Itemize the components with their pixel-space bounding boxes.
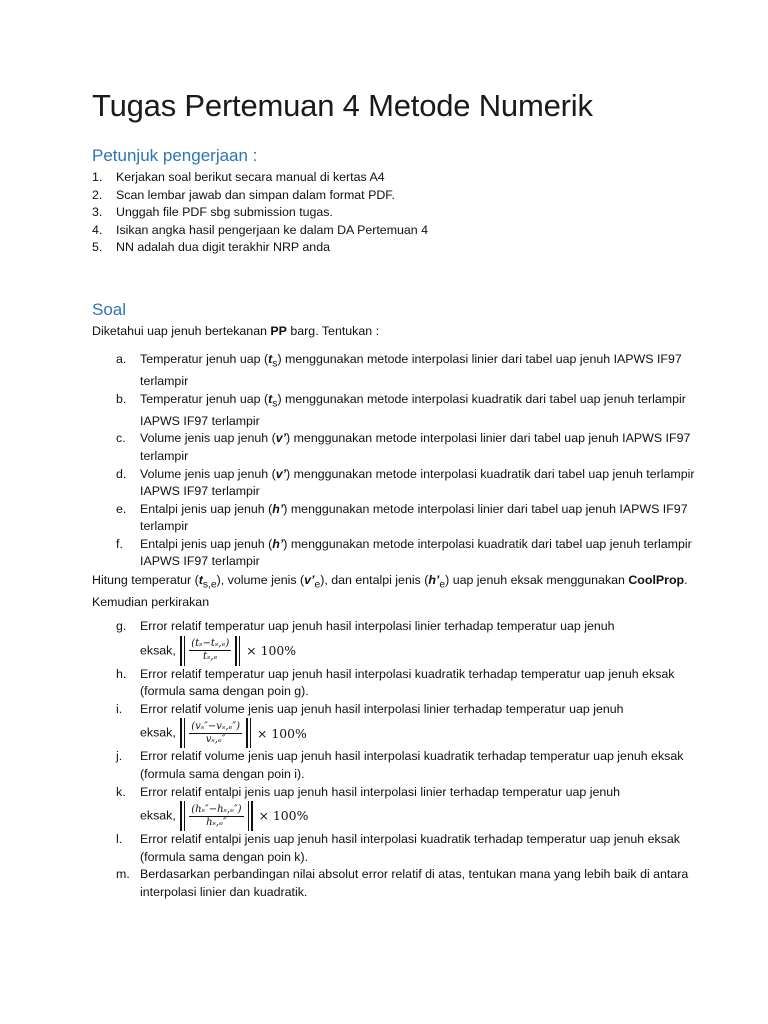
question-item: d. Volume jenis uap jenuh (v’) menggunakan metode interpolasi kuadratik dari tabel uap jenuh terlampir IAPWS IF97 terlampir <box>116 466 695 499</box>
question-item: i. Error relatif volume jenis uap jenuh hasil interpolasi linier terhadap temperatur uap jenuh eksak, $\frac{\text{(vₛ″−vₛ,ₑ″)}}{\text{vₛ,ₑ″}}$ × 100% <box>116 701 696 749</box>
question-item: a. Temperatur jenuh uap $(t_s)$ menggunakan metode interpolasi linier dari tabel uap jenuh IAPWS IF97 terlampir <box>116 352 682 389</box>
question-item: b. Temperatur jenuh uap $(t_s)$ menggunakan metode interpolasi kuadratik dari tabel uap jenuh terlampir IAPWS IF97 terlampir <box>116 391 686 428</box>
question-item: f. Entalpi jenis uap jenuh (h’) menggunakan metode interpolasi kuadratik dari tabel uap jenuh terlampir IAPWS IF97 terlampir <box>116 536 692 569</box>
instruction-item: 2. Scan lembar jawab dan simpan dalam format PDF. <box>92 187 395 202</box>
instruction-item: 4. Isikan angka hasil pengerjaan ke dalam DA Pertemuan 4 <box>92 222 429 237</box>
question-item: m. Berdasarkan perbandingan nilai absolut error relatif di atas, tentukan mana yang lebih baik di antara interpolasi linier dan kuadratik. <box>116 867 689 899</box>
question-item: j. Error relatif volume jenis uap jenuh hasil interpolasi kuadratik terhadap temperatur uap jenuh eksak (formula sama dengan poin i). <box>116 749 684 781</box>
instruction-item: 3. Unggah file PDF sbg submission tugas. <box>92 205 333 220</box>
question-item: l. Error relatif entalpi jenis uap jenuh hasil interpolasi kuadratik terhadap temperatur uap jenuh eksak (formula sama dengan poin k). <box>116 832 680 864</box>
relative-error-formula: $\frac{\text{(hₛ″−hₛ,ₑ″)}}{\text{hₛ,ₑ″}}$ × 100% <box>179 801 308 831</box>
question-item: h. Error relatif temperatur uap jenuh hasil interpolasi kuadratik terhadap temperatur uap jenuh eksak (formula sama dengan poin g). <box>116 666 675 699</box>
question-list-a-f <box>116 351 696 571</box>
soal-intro: Diketahui uap jenuh bertekanan PP barg. Tentukan : <box>92 324 380 338</box>
question-item: g. Error relatif temperatur uap jenuh hasil interpolasi linier terhadap temperatur uap jenuh eksak, $\frac{\text{(tₛ−tₛ,ₑ)}}{\text{tₛ,ₑ}}$ × 100% <box>116 618 696 666</box>
page-title: Tugas Pertemuan 4 Metode Numerik <box>92 88 593 123</box>
instruction-item: 5. NN adalah dua digit terakhir NRP anda <box>92 240 330 255</box>
instructions-list <box>92 169 692 257</box>
soal-paragraph-2: Hitung temperatur $(t_{s,e})$, volume jenis $(v’_e)$, dan entalpi jenis $(h’_e)$ uap jenuh eksak menggunakan CoolProp. Kemudian perkirakan <box>92 573 688 610</box>
relative-error-formula: $\frac{\text{(tₛ−tₛ,ₑ)}}{\text{tₛ,ₑ}}$ × 100% <box>179 636 296 666</box>
instruction-item: 1. Kerjakan soal berikut secara manual di kertas A4 <box>92 170 385 184</box>
soal-heading: Soal <box>92 300 127 319</box>
question-item: c. Volume jenis uap jenuh (v’) menggunakan metode interpolasi linier dari tabel uap jenuh IAPWS IF97 terlampir <box>116 431 691 463</box>
question-list-g-m <box>116 618 696 902</box>
relative-error-formula: $\frac{\text{(vₛ″−vₛ,ₑ″)}}{\text{vₛ,ₑ″}}$ × 100% <box>179 718 307 748</box>
question-item: k. Error relatif entalpi jenis uap jenuh hasil interpolasi linier terhadap temperatur uap jenuh eksak, $\frac{\text{(hₛ″−hₛ,ₑ″)}}{\text{hₛ,ₑ″}}$ × 100% <box>116 784 696 832</box>
instructions-heading: Petunjuk pengerjaan : <box>92 146 258 165</box>
question-item: e. Entalpi jenis uap jenuh (h’) menggunakan metode interpolasi linier dari tabel uap jenuh IAPWS IF97 terlampir <box>116 501 688 534</box>
